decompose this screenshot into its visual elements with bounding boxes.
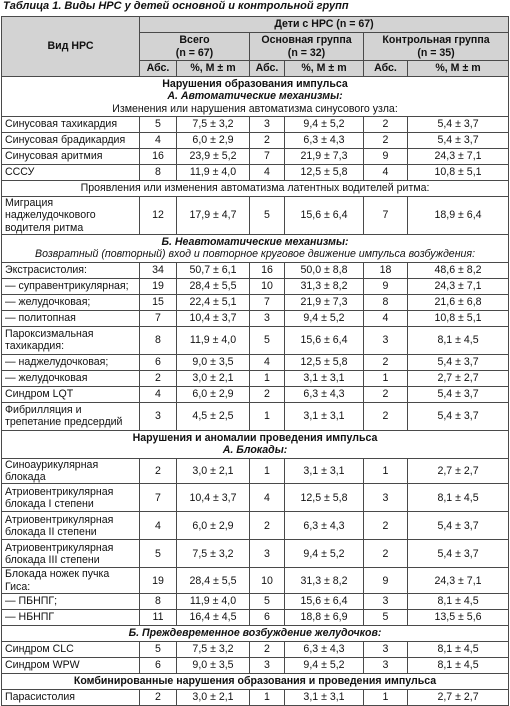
row-label: — суправентрикулярная; [2, 278, 140, 294]
main-pct-cell: 50,0 ± 8,8 [285, 262, 364, 278]
nrs-table [1, 16, 509, 706]
control-abs-cell: 2 [364, 512, 408, 540]
main-pct-cell: 15,6 ± 6,4 [285, 197, 364, 235]
row-label: Пароксизмальная тахикардия: [2, 326, 140, 354]
main-pct-cell: 6,3 ± 4,3 [285, 133, 364, 149]
total-pct-cell: 7,5 ± 3,2 [177, 642, 250, 658]
row-label: Синусовая брадикардия [2, 133, 140, 149]
abs-header: Абс. [140, 61, 177, 77]
abs-header: Абс. [250, 61, 285, 77]
main-abs-cell: 5 [250, 197, 285, 235]
control-abs-cell: 1 [364, 690, 408, 706]
table-row [2, 262, 509, 278]
main-abs-cell: 3 [250, 310, 285, 326]
control-pct-cell: 24,3 ± 7,1 [408, 568, 509, 594]
control-abs-cell: 3 [364, 484, 408, 512]
table-row [2, 133, 509, 149]
main-pct-cell: 31,3 ± 8,2 [285, 568, 364, 594]
main-pct-cell: 31,3 ± 8,2 [285, 278, 364, 294]
control-abs-cell: 4 [364, 165, 408, 181]
row-label: — желудочковая [2, 370, 140, 386]
row-label: Миграция наджелудочкового водителя ритма [2, 197, 140, 235]
table-row [2, 402, 509, 430]
control-pct-cell: 10,8 ± 5,1 [408, 310, 509, 326]
total-abs-cell: 2 [140, 458, 177, 484]
main-pct-cell: 9,4 ± 5,2 [285, 540, 364, 568]
total-abs-cell: 5 [140, 540, 177, 568]
control-abs-cell: 2 [364, 117, 408, 133]
main-pct-cell: 15,6 ± 6,4 [285, 594, 364, 610]
total-pct-cell: 28,4 ± 5,5 [177, 568, 250, 594]
control-pct-cell: 8,1 ± 4,5 [408, 658, 509, 674]
pct-header: %, M ± m [177, 61, 250, 77]
section-header-line: Б. Преждевременное возбуждение желудочков: [128, 627, 382, 640]
main-abs-cell: 6 [250, 610, 285, 626]
main-abs-cell: 2 [250, 512, 285, 540]
section-header-line: Комбинированные нарушения образования и проведения импульса [73, 675, 437, 688]
main-abs-cell: 3 [250, 658, 285, 674]
control-abs-cell: 2 [364, 386, 408, 402]
total-abs-cell: 4 [140, 512, 177, 540]
total-abs-cell: 8 [140, 326, 177, 354]
section-header [2, 234, 509, 262]
main-pct-cell: 21,9 ± 7,3 [285, 149, 364, 165]
section-header [2, 181, 509, 197]
row-label: Синдром WPW [2, 658, 140, 674]
main-abs-cell: 7 [250, 294, 285, 310]
table-row [2, 370, 509, 386]
main-pct-cell: 3,1 ± 3,1 [285, 370, 364, 386]
table-row [2, 165, 509, 181]
total-pct-cell: 23,9 ± 5,2 [177, 149, 250, 165]
main-abs-cell: 5 [250, 594, 285, 610]
control-abs-cell: 7 [364, 197, 408, 235]
main-abs-cell: 2 [250, 642, 285, 658]
main-pct-cell: 3,1 ± 3,1 [285, 402, 364, 430]
total-pct-cell: 4,5 ± 2,5 [177, 402, 250, 430]
total-pct-cell: 11,9 ± 4,0 [177, 594, 250, 610]
main-abs-cell: 2 [250, 386, 285, 402]
control-abs-cell: 9 [364, 149, 408, 165]
total-pct-cell: 6,0 ± 2,9 [177, 512, 250, 540]
total-abs-cell: 6 [140, 658, 177, 674]
control-abs-cell: 1 [364, 370, 408, 386]
main-pct-cell: 3,1 ± 3,1 [285, 458, 364, 484]
section-header-line: Изменения или нарушения автоматизма синусового узла: [112, 102, 398, 115]
total-abs-cell: 2 [140, 690, 177, 706]
main-abs-cell: 4 [250, 165, 285, 181]
table-row [2, 568, 509, 594]
control-pct-cell: 5,4 ± 3,7 [408, 386, 509, 402]
main-pct-cell: 9,4 ± 5,2 [285, 117, 364, 133]
row-label: — НБНПГ [2, 610, 140, 626]
total-pct-cell: 3,0 ± 2,1 [177, 370, 250, 386]
table-header [2, 17, 509, 77]
pct-header: %, M ± m [408, 61, 509, 77]
total-abs-cell: 16 [140, 149, 177, 165]
total-abs-cell: 5 [140, 642, 177, 658]
table-row [2, 386, 509, 402]
table-row [2, 294, 509, 310]
control-pct-cell: 5,4 ± 3,7 [408, 540, 509, 568]
pct-header: %, M ± m [285, 61, 364, 77]
total-abs-cell: 6 [140, 354, 177, 370]
control-pct-cell: 8,1 ± 4,5 [408, 326, 509, 354]
table-row [2, 326, 509, 354]
table-caption: Таблица 1. Виды НРС у детей основной и контрольной групп [3, 0, 349, 12]
section-header-line: А. Блокады: [222, 444, 288, 457]
table-body [2, 77, 509, 706]
row-label: — наджелудочковая; [2, 354, 140, 370]
table-row [2, 354, 509, 370]
total-pct-cell: 6,0 ± 2,9 [177, 386, 250, 402]
table-row [2, 117, 509, 133]
group-header-main: Основная группа (n = 32) [250, 33, 364, 61]
section-header [2, 626, 509, 642]
row-label: Синдром LQT [2, 386, 140, 402]
control-pct-cell: 5,4 ± 3,7 [408, 133, 509, 149]
row-label: Синоаурикулярная блокада [2, 458, 140, 484]
main-pct-cell: 9,4 ± 5,2 [285, 310, 364, 326]
total-pct-cell: 11,9 ± 4,0 [177, 326, 250, 354]
control-abs-cell: 5 [364, 610, 408, 626]
total-abs-cell: 11 [140, 610, 177, 626]
section-header-row [2, 181, 509, 197]
control-abs-cell: 2 [364, 402, 408, 430]
main-abs-cell: 16 [250, 262, 285, 278]
total-pct-cell: 3,0 ± 2,1 [177, 690, 250, 706]
table-row [2, 540, 509, 568]
main-pct-cell: 6,3 ± 4,3 [285, 512, 364, 540]
table-row [2, 512, 509, 540]
control-pct-cell: 24,3 ± 7,1 [408, 278, 509, 294]
control-pct-cell: 2,7 ± 2,7 [408, 370, 509, 386]
table-row [2, 642, 509, 658]
control-abs-cell: 3 [364, 642, 408, 658]
row-label: Синдром CLC [2, 642, 140, 658]
table-row [2, 484, 509, 512]
row-label: — политопная [2, 310, 140, 326]
main-pct-cell: 9,4 ± 5,2 [285, 658, 364, 674]
control-pct-cell: 8,1 ± 4,5 [408, 484, 509, 512]
total-pct-cell: 10,4 ± 3,7 [177, 484, 250, 512]
row-label: Блокада ножек пучка Гиса: [2, 568, 140, 594]
section-header-row [2, 626, 509, 642]
main-abs-cell: 1 [250, 458, 285, 484]
main-abs-cell: 3 [250, 540, 285, 568]
row-label: Экстрасистолия: [2, 262, 140, 278]
total-abs-cell: 19 [140, 278, 177, 294]
section-header [2, 430, 509, 458]
total-abs-cell: 12 [140, 197, 177, 235]
section-header-line: Нарушения и аномалии проведения импульса [132, 432, 378, 445]
table-row [2, 594, 509, 610]
section-header-line: Проявления или изменения автоматизма латентных водителей ритма: [80, 182, 430, 195]
abs-header: Абс. [364, 61, 408, 77]
section-header-line: Возвратный (повторный) вход и повторное круговое движение импульса возбуждения: [35, 248, 476, 261]
total-abs-cell: 8 [140, 594, 177, 610]
total-abs-cell: 7 [140, 484, 177, 512]
row-label: — ПБНПГ; [2, 594, 140, 610]
main-abs-cell: 5 [250, 326, 285, 354]
main-abs-cell: 10 [250, 568, 285, 594]
total-abs-cell: 15 [140, 294, 177, 310]
row-label: — желудочковая; [2, 294, 140, 310]
row-label: Атриовентрикулярная блокада II степени [2, 512, 140, 540]
control-abs-cell: 9 [364, 278, 408, 294]
section-header-line: Б. Неавтоматические механизмы: [161, 236, 349, 249]
main-pct-cell: 21,9 ± 7,3 [285, 294, 364, 310]
main-abs-cell: 4 [250, 484, 285, 512]
total-abs-cell: 7 [140, 310, 177, 326]
main-abs-cell: 10 [250, 278, 285, 294]
total-pct-cell: 7,5 ± 3,2 [177, 540, 250, 568]
table-row [2, 310, 509, 326]
control-pct-cell: 21,6 ± 6,8 [408, 294, 509, 310]
table-row [2, 149, 509, 165]
main-abs-cell: 4 [250, 354, 285, 370]
main-abs-cell: 1 [250, 402, 285, 430]
control-abs-cell: 2 [364, 133, 408, 149]
section-header-row [2, 234, 509, 262]
control-pct-cell: 5,4 ± 3,7 [408, 117, 509, 133]
control-abs-cell: 9 [364, 568, 408, 594]
total-pct-cell: 28,4 ± 5,5 [177, 278, 250, 294]
control-pct-cell: 13,5 ± 5,6 [408, 610, 509, 626]
row-label: Синусовая аритмия [2, 149, 140, 165]
control-pct-cell: 24,3 ± 7,1 [408, 149, 509, 165]
control-abs-cell: 3 [364, 594, 408, 610]
control-pct-cell: 8,1 ± 4,5 [408, 594, 509, 610]
control-pct-cell: 48,6 ± 8,2 [408, 262, 509, 278]
total-abs-cell: 8 [140, 165, 177, 181]
main-pct-cell: 12,5 ± 5,8 [285, 354, 364, 370]
total-abs-cell: 34 [140, 262, 177, 278]
total-abs-cell: 4 [140, 386, 177, 402]
total-pct-cell: 17,9 ± 4,7 [177, 197, 250, 235]
total-pct-cell: 22,4 ± 5,1 [177, 294, 250, 310]
main-abs-cell: 1 [250, 370, 285, 386]
main-pct-cell: 3,1 ± 3,1 [285, 690, 364, 706]
row-label: СССУ [2, 165, 140, 181]
main-pct-cell: 15,6 ± 6,4 [285, 326, 364, 354]
main-abs-cell: 1 [250, 690, 285, 706]
type-column-header: Вид НРС [2, 17, 140, 77]
table-row [2, 278, 509, 294]
total-pct-cell: 7,5 ± 3,2 [177, 117, 250, 133]
total-pct-cell: 50,7 ± 6,1 [177, 262, 250, 278]
row-label: Атриовентрикулярная блокада III степени [2, 540, 140, 568]
control-pct-cell: 5,4 ± 3,7 [408, 512, 509, 540]
control-pct-cell: 2,7 ± 2,7 [408, 458, 509, 484]
total-pct-cell: 3,0 ± 2,1 [177, 458, 250, 484]
section-header [2, 77, 509, 117]
control-pct-cell: 5,4 ± 3,7 [408, 354, 509, 370]
table-row [2, 458, 509, 484]
table-row [2, 690, 509, 706]
total-pct-cell: 10,4 ± 3,7 [177, 310, 250, 326]
control-pct-cell: 18,9 ± 6,4 [408, 197, 509, 235]
total-abs-cell: 4 [140, 133, 177, 149]
group-header-total: Всего (n = 67) [140, 33, 250, 61]
total-abs-cell: 2 [140, 370, 177, 386]
control-abs-cell: 2 [364, 354, 408, 370]
section-header-row [2, 430, 509, 458]
total-pct-cell: 9,0 ± 3,5 [177, 658, 250, 674]
control-pct-cell: 8,1 ± 4,5 [408, 642, 509, 658]
section-header-line: Нарушения образования импульса [162, 78, 348, 91]
control-pct-cell: 2,7 ± 2,7 [408, 690, 509, 706]
total-abs-cell: 3 [140, 402, 177, 430]
total-abs-cell: 5 [140, 117, 177, 133]
control-abs-cell: 4 [364, 310, 408, 326]
main-pct-cell: 6,3 ± 4,3 [285, 386, 364, 402]
section-header [2, 674, 509, 690]
row-label: Атриовентрикулярная блокада I степени [2, 484, 140, 512]
section-header-row [2, 674, 509, 690]
control-abs-cell: 8 [364, 294, 408, 310]
main-pct-cell: 12,5 ± 5,8 [285, 484, 364, 512]
main-abs-cell: 7 [250, 149, 285, 165]
main-abs-cell: 2 [250, 133, 285, 149]
total-pct-cell: 16,4 ± 4,5 [177, 610, 250, 626]
table-row [2, 658, 509, 674]
main-pct-cell: 18,8 ± 6,9 [285, 610, 364, 626]
total-pct-cell: 9,0 ± 3,5 [177, 354, 250, 370]
main-pct-cell: 6,3 ± 4,3 [285, 642, 364, 658]
control-abs-cell: 1 [364, 458, 408, 484]
section-header-line: А. Автоматические механизмы: [167, 90, 343, 103]
control-abs-cell: 3 [364, 658, 408, 674]
main-pct-cell: 12,5 ± 5,8 [285, 165, 364, 181]
total-pct-cell: 11,9 ± 4,0 [177, 165, 250, 181]
group-header-control: Контрольная группа (n = 35) [364, 33, 509, 61]
control-pct-cell: 5,4 ± 3,7 [408, 402, 509, 430]
control-pct-cell: 10,8 ± 5,1 [408, 165, 509, 181]
control-abs-cell: 2 [364, 540, 408, 568]
section-header-row [2, 77, 509, 117]
control-abs-cell: 3 [364, 326, 408, 354]
control-abs-cell: 18 [364, 262, 408, 278]
row-label: Синусовая тахикардия [2, 117, 140, 133]
children-group-header: Дети с НРС (n = 67) [140, 17, 509, 33]
row-label: Фибрилляция и трепетание предсердий [2, 402, 140, 430]
row-label: Парасистолия [2, 690, 140, 706]
total-pct-cell: 6,0 ± 2,9 [177, 133, 250, 149]
table-row [2, 197, 509, 235]
main-abs-cell: 3 [250, 117, 285, 133]
table-row [2, 610, 509, 626]
total-abs-cell: 19 [140, 568, 177, 594]
